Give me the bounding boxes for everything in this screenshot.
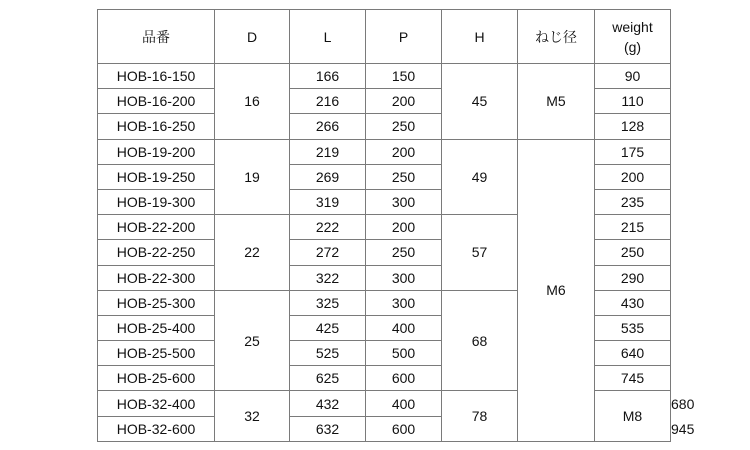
weight-cell: 110 <box>595 89 671 114</box>
p-cell: 600 <box>366 366 442 391</box>
l-cell: 625 <box>290 366 366 391</box>
d-cell: 22 <box>215 215 290 291</box>
part-number-cell: HOB-16-150 <box>98 64 215 89</box>
thread-size-cell: M8 <box>595 391 671 441</box>
part-number-cell: HOB-19-250 <box>98 164 215 189</box>
header-h: H <box>442 10 518 64</box>
table-row <box>98 139 671 164</box>
weight-cell: 535 <box>595 315 671 340</box>
l-cell: 219 <box>290 139 366 164</box>
p-cell: 200 <box>366 89 442 114</box>
d-cell: 25 <box>215 290 290 391</box>
p-cell: 300 <box>366 290 442 315</box>
header-p: P <box>366 10 442 64</box>
header-d: D <box>215 10 290 64</box>
part-number-cell: HOB-22-250 <box>98 240 215 265</box>
weight-cell: 215 <box>595 215 671 240</box>
part-number-cell: HOB-19-300 <box>98 189 215 214</box>
part-number-cell: HOB-19-200 <box>98 139 215 164</box>
weight-cell: 90 <box>595 64 671 89</box>
weight-cell: 640 <box>595 341 671 366</box>
part-number-cell: HOB-32-600 <box>98 416 215 441</box>
l-cell: 432 <box>290 391 366 416</box>
l-cell: 222 <box>290 215 366 240</box>
l-cell: 632 <box>290 416 366 441</box>
p-cell: 300 <box>366 265 442 290</box>
weight-cell: 175 <box>595 139 671 164</box>
l-cell: 266 <box>290 114 366 139</box>
weight-cell: 200 <box>595 164 671 189</box>
part-number-cell: HOB-25-600 <box>98 366 215 391</box>
thread-size-cell: M6 <box>518 139 595 441</box>
part-number-cell: HOB-16-200 <box>98 89 215 114</box>
l-cell: 216 <box>290 89 366 114</box>
p-cell: 250 <box>366 114 442 139</box>
p-cell: 400 <box>366 391 442 416</box>
part-number-cell: HOB-25-300 <box>98 290 215 315</box>
h-cell: 68 <box>442 290 518 391</box>
header-part-number: 品番 <box>98 10 215 64</box>
l-cell: 269 <box>290 164 366 189</box>
part-number-cell: HOB-16-250 <box>98 114 215 139</box>
d-cell: 16 <box>215 64 290 140</box>
l-cell: 166 <box>290 64 366 89</box>
table-row: HOB-32-600 632 600 945 <box>98 416 671 441</box>
p-cell: 400 <box>366 315 442 340</box>
l-cell: 322 <box>290 265 366 290</box>
p-cell: 300 <box>366 189 442 214</box>
part-number-cell: HOB-32-400 <box>98 391 215 416</box>
p-cell: 150 <box>366 64 442 89</box>
header-weight-unit: (g) <box>623 38 642 55</box>
part-number-cell: HOB-22-200 <box>98 215 215 240</box>
spec-table <box>97 9 695 442</box>
h-cell: 45 <box>442 64 518 140</box>
weight-cell: 290 <box>595 265 671 290</box>
h-cell: 49 <box>442 139 518 215</box>
weight-cell: 250 <box>595 240 671 265</box>
part-number-cell: HOB-25-400 <box>98 315 215 340</box>
weight-cell: 745 <box>595 366 671 391</box>
p-cell: 600 <box>366 416 442 441</box>
table-row: HOB-32-400 32 432 400 78 M8 680 <box>98 391 671 416</box>
header-l: L <box>290 10 366 64</box>
h-cell: 78 <box>442 391 518 441</box>
p-cell: 200 <box>366 139 442 164</box>
header-row <box>98 10 671 64</box>
d-cell: 32 <box>215 391 290 441</box>
weight-cell: 235 <box>595 189 671 214</box>
p-cell: 250 <box>366 240 442 265</box>
table-row <box>98 64 671 89</box>
thread-size-cell: M5 <box>518 64 595 140</box>
l-cell: 525 <box>290 341 366 366</box>
h-cell: 57 <box>442 215 518 291</box>
weight-cell: 128 <box>595 114 671 139</box>
d-cell: 19 <box>215 139 290 215</box>
l-cell: 425 <box>290 315 366 340</box>
header-weight-label: weight <box>612 18 653 35</box>
header-weight <box>595 10 671 64</box>
l-cell: 319 <box>290 189 366 214</box>
p-cell: 500 <box>366 341 442 366</box>
part-number-cell: HOB-22-300 <box>98 265 215 290</box>
p-cell: 250 <box>366 164 442 189</box>
part-number-cell: HOB-25-500 <box>98 341 215 366</box>
p-cell: 200 <box>366 215 442 240</box>
l-cell: 325 <box>290 290 366 315</box>
header-thread-size: ねじ径 <box>518 10 595 64</box>
weight-cell: 430 <box>595 290 671 315</box>
l-cell: 272 <box>290 240 366 265</box>
